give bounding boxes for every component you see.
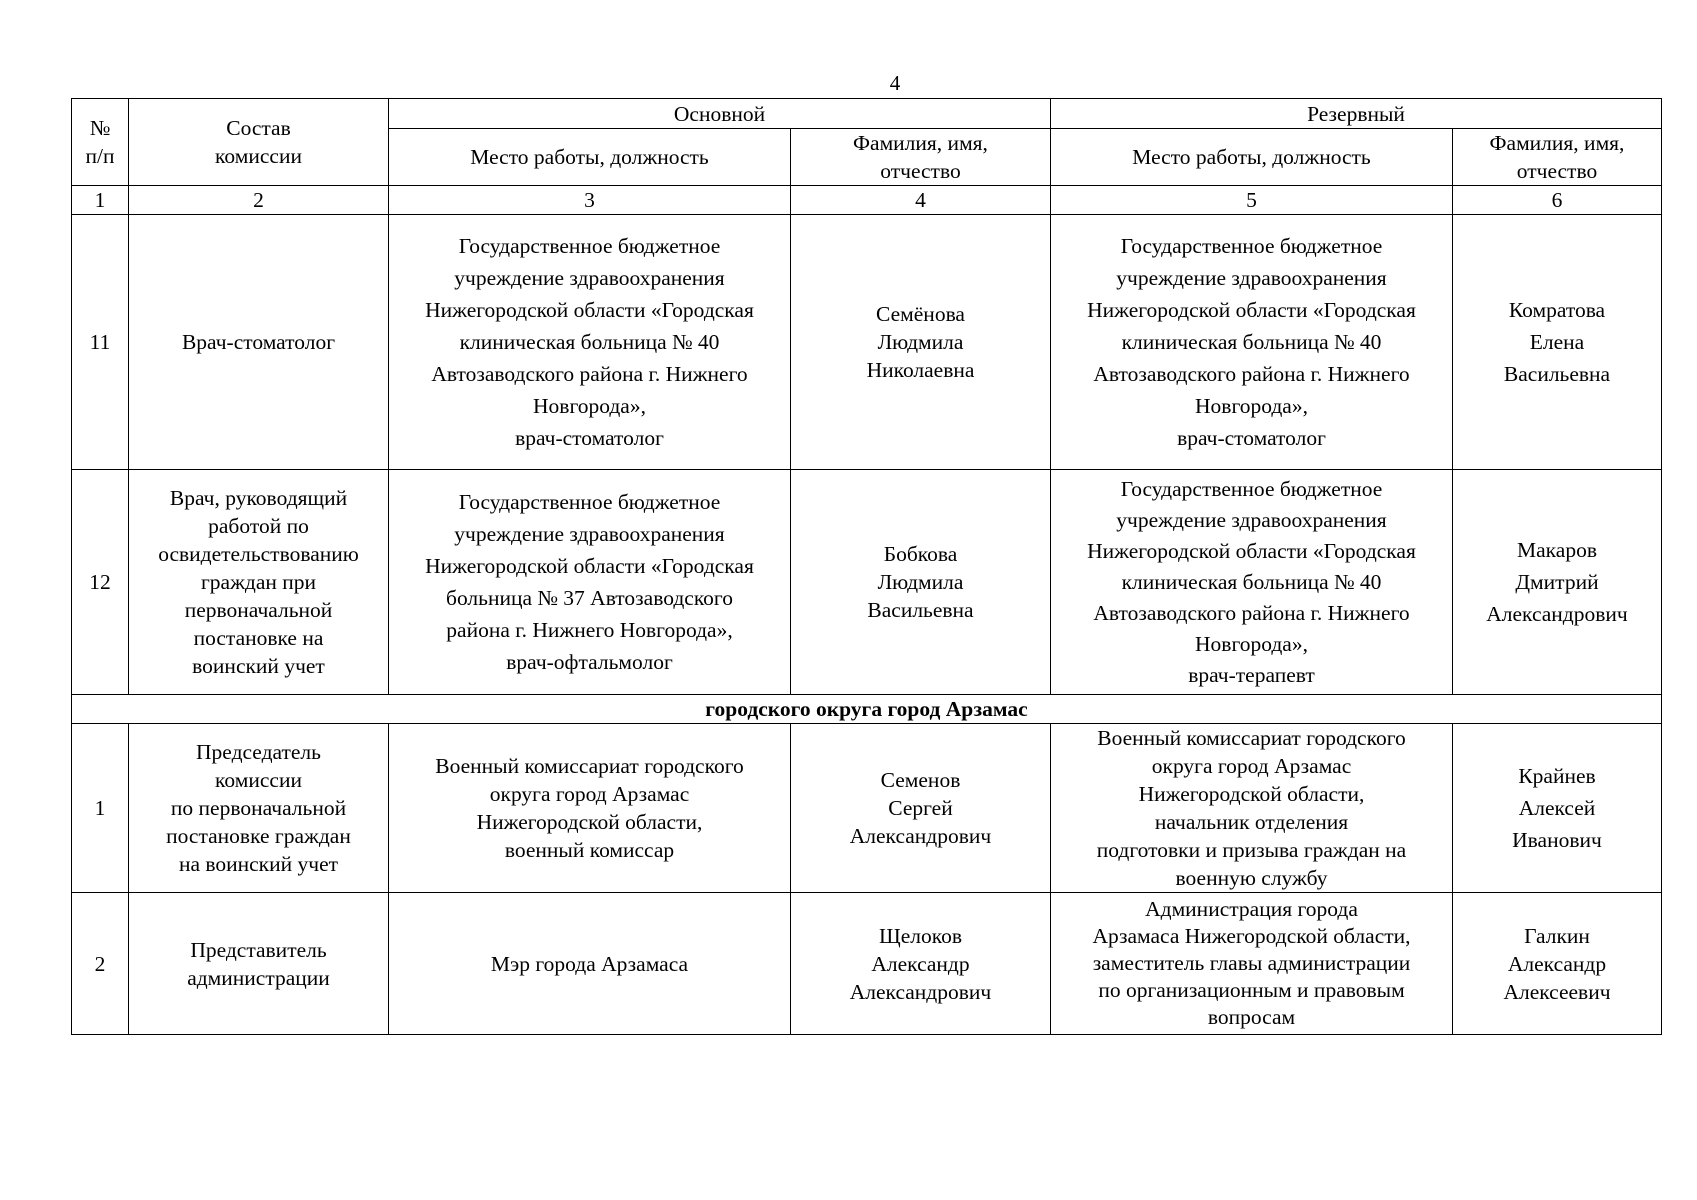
- header-fio-main: Фамилия, имя, отчество: [791, 129, 1051, 186]
- main-workplace-cell: Мэр города Арзамаса: [389, 893, 791, 1035]
- row-number: 1: [72, 724, 129, 893]
- reserve-fio-cell: Крайнев Алексей Иванович: [1453, 724, 1662, 893]
- reserve-fio-cell: Галкин Александр Алексеевич: [1453, 893, 1662, 1035]
- column-number: 1: [72, 186, 129, 215]
- composition-cell: Председатель комиссии по первоначальной постановке граждан на воинский учет: [129, 724, 389, 893]
- table-row: [72, 215, 1662, 470]
- reserve-workplace-cell: Государственное бюджетное учреждение здравоохранения Нижегородской области «Городская клиническая больница № 40 Автозаводского района г. Нижнего Новгорода», врач-терапевт: [1051, 470, 1453, 695]
- header-fio-reserve: Фамилия, имя, отчество: [1453, 129, 1662, 186]
- column-number: 6: [1453, 186, 1662, 215]
- main-fio-cell: Семёнова Людмила Николаевна: [791, 215, 1051, 470]
- table-row: [72, 724, 1662, 893]
- page-number: 4: [889, 71, 901, 95]
- section-header-row: [72, 695, 1662, 724]
- header-workplace-reserve: Место работы, должность: [1051, 129, 1453, 186]
- row-number: 2: [72, 893, 129, 1035]
- reserve-workplace-cell: Государственное бюджетное учреждение здравоохранения Нижегородской области «Городская клиническая больница № 40 Автозаводского района г. Нижнего Новгорода», врач-стоматолог: [1051, 215, 1453, 470]
- row-number: 11: [72, 215, 129, 470]
- column-numbers-row: [72, 186, 1662, 215]
- main-workplace-cell: Государственное бюджетное учреждение здравоохранения Нижегородской области «Городская клиническая больница № 40 Автозаводского района г. Нижнего Новгорода», врач-стоматолог: [389, 215, 791, 470]
- column-number: 4: [791, 186, 1051, 215]
- reserve-workplace-cell: Военный комиссариат городского округа город Арзамас Нижегородской области, начальник отделения подготовки и призыва граждан на военную службу: [1051, 724, 1453, 893]
- commission-table: [71, 98, 1662, 1035]
- reserve-fio-cell: Комратова Елена Васильевна: [1453, 215, 1662, 470]
- main-fio-cell: Щелоков Александр Александрович: [791, 893, 1051, 1035]
- header-no: № п/п: [72, 99, 129, 186]
- header-group-reserve: Резервный: [1051, 99, 1662, 129]
- main-workplace-cell: Военный комиссариат городского округа город Арзамас Нижегородской области, военный комиссар: [389, 724, 791, 893]
- composition-cell: Врач-стоматолог: [129, 215, 389, 470]
- header-workplace-main: Место работы, должность: [389, 129, 791, 186]
- column-number: 5: [1051, 186, 1453, 215]
- header-group-main: Основной: [389, 99, 1051, 129]
- composition-cell: Врач, руководящий работой по освидетельствованию граждан при первоначальной постановке на воинский учет: [129, 470, 389, 695]
- main-fio-cell: Семенов Сергей Александрович: [791, 724, 1051, 893]
- row-number: 12: [72, 470, 129, 695]
- composition-cell: Представитель администрации: [129, 893, 389, 1035]
- header-row-1: [72, 99, 1662, 129]
- table-row: [72, 893, 1662, 1035]
- table-row: [72, 470, 1662, 695]
- reserve-fio-cell: Макаров Дмитрий Александрович: [1453, 470, 1662, 695]
- main-fio-cell: Бобкова Людмила Васильевна: [791, 470, 1051, 695]
- column-number: 2: [129, 186, 389, 215]
- reserve-workplace-cell: Администрация города Арзамаса Нижегородской области, заместитель главы администрации по организационным и правовым вопросам: [1051, 893, 1453, 1035]
- section-title: городского округа город Арзамас: [72, 695, 1662, 724]
- header-composition: Состав комиссии: [129, 99, 389, 186]
- main-workplace-cell: Государственное бюджетное учреждение здравоохранения Нижегородской области «Городская больница № 37 Автозаводского района г. Нижнего Новгорода», врач-офтальмолог: [389, 470, 791, 695]
- column-number: 3: [389, 186, 791, 215]
